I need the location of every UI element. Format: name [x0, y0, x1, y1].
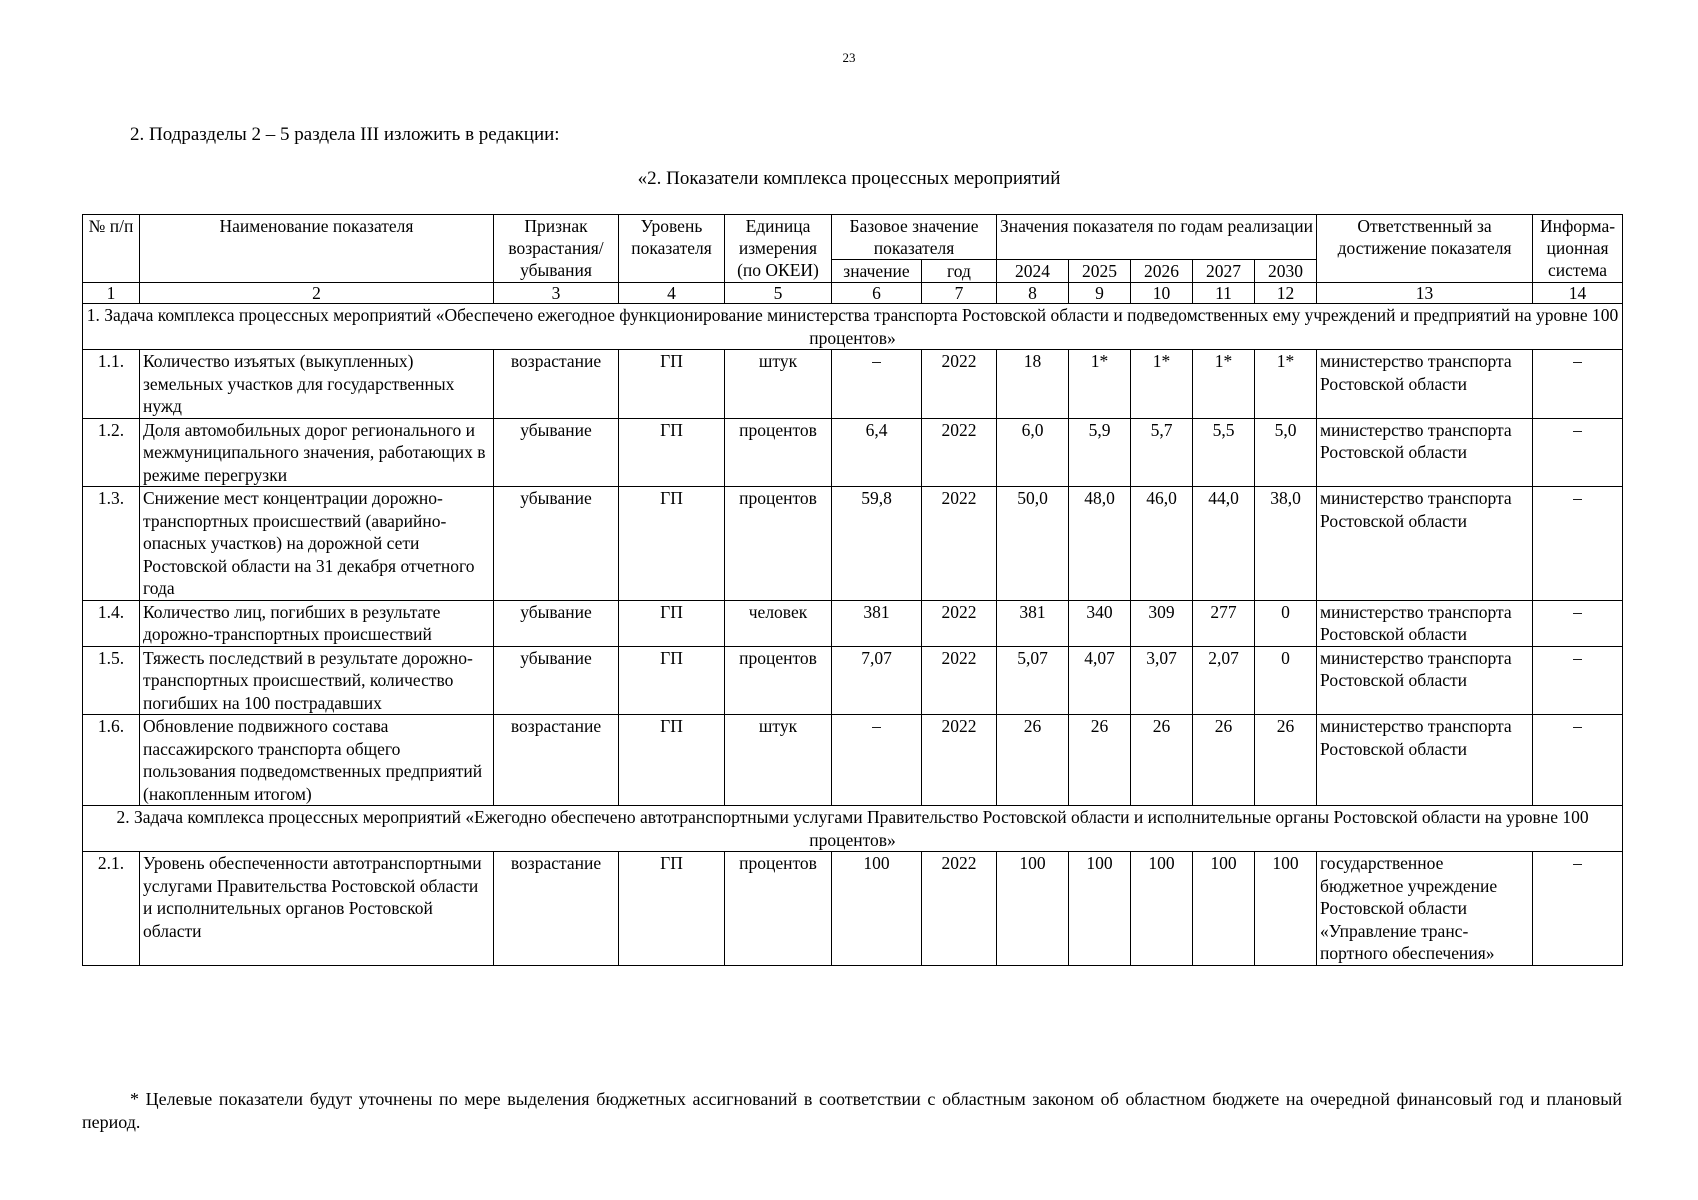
value-2030: 0 — [1255, 600, 1317, 646]
trend-sign: убывание — [494, 487, 619, 601]
base-year: 2022 — [922, 487, 997, 601]
column-number: 10 — [1131, 283, 1193, 304]
indicator-name: Доля автомобильных дорог регионального и межмуниципального значения, работающих в режиме перегрузки — [140, 418, 494, 487]
value-2030: 100 — [1255, 852, 1317, 966]
header-base-value: значение — [832, 260, 922, 283]
value-2026: 46,0 — [1131, 487, 1193, 601]
table-row — [83, 646, 1623, 715]
value-2024: 5,07 — [997, 646, 1069, 715]
base-value: 6,4 — [832, 418, 922, 487]
value-2027: 277 — [1193, 600, 1255, 646]
header-values: Значения показателя по годам реализации — [997, 215, 1317, 260]
header-name: Наименование показателя — [140, 215, 494, 283]
unit-of-measure: штук — [725, 715, 832, 806]
base-year: 2022 — [922, 852, 997, 966]
column-number: 1 — [83, 283, 140, 304]
header-year-2030: 2030 — [1255, 260, 1317, 283]
value-2024: 26 — [997, 715, 1069, 806]
base-value: 7,07 — [832, 646, 922, 715]
responsible-party: министерство транспорта Ростовской области — [1317, 600, 1533, 646]
indicator-name: Уровень обеспеченности автотранспортными услугами Правительства Ростовской области и исполнительных органов Ростовской области — [140, 852, 494, 966]
unit-of-measure: человек — [725, 600, 832, 646]
information-system: – — [1533, 600, 1623, 646]
value-2027: 44,0 — [1193, 487, 1255, 601]
task-row — [83, 806, 1623, 852]
value-2030: 26 — [1255, 715, 1317, 806]
column-number-row — [83, 283, 1623, 304]
responsible-party: министерство транспорта Ростовской области — [1317, 487, 1533, 601]
column-number: 3 — [494, 283, 619, 304]
row-number: 1.1. — [83, 350, 140, 419]
page-number: 23 — [842, 50, 856, 65]
value-2026: 26 — [1131, 715, 1193, 806]
row-number: 1.5. — [83, 646, 140, 715]
header-year-2025: 2025 — [1069, 260, 1131, 283]
value-2027: 26 — [1193, 715, 1255, 806]
row-number: 1.4. — [83, 600, 140, 646]
base-value: 100 — [832, 852, 922, 966]
table-row — [83, 715, 1623, 806]
indicator-level: ГП — [619, 487, 725, 601]
unit-of-measure: процентов — [725, 487, 832, 601]
responsible-party: министерство транспорта Ростовской области — [1317, 418, 1533, 487]
column-number: 12 — [1255, 283, 1317, 304]
row-number: 1.6. — [83, 715, 140, 806]
information-system: – — [1533, 487, 1623, 601]
unit-of-measure: процентов — [725, 852, 832, 966]
unit-of-measure: процентов — [725, 418, 832, 487]
indicator-name: Обновление подвижного состава пассажирского транспорта общего пользования подведомственных предприятий (накопленным итогом) — [140, 715, 494, 806]
header-year-2024: 2024 — [997, 260, 1069, 283]
value-2025: 1* — [1069, 350, 1131, 419]
row-number: 1.2. — [83, 418, 140, 487]
base-value: 381 — [832, 600, 922, 646]
value-2030: 38,0 — [1255, 487, 1317, 601]
responsible-party: министерство транспорта Ростовской области — [1317, 715, 1533, 806]
information-system: – — [1533, 646, 1623, 715]
responsible-party: министерство транспорта Ростовской области — [1317, 646, 1533, 715]
base-year: 2022 — [922, 350, 997, 419]
column-number: 4 — [619, 283, 725, 304]
base-value: – — [832, 715, 922, 806]
value-2025: 26 — [1069, 715, 1131, 806]
task-row — [83, 304, 1623, 350]
header-system: Информа-ционная система — [1533, 215, 1623, 283]
value-2027: 1* — [1193, 350, 1255, 419]
table-title: «2. Показатели комплекса процессных мероприятий — [637, 168, 1061, 189]
value-2030: 0 — [1255, 646, 1317, 715]
header-responsible: Ответственный за достижение показателя — [1317, 215, 1533, 283]
base-value: – — [832, 350, 922, 419]
information-system: – — [1533, 418, 1623, 487]
trend-sign: убывание — [494, 600, 619, 646]
base-year: 2022 — [922, 418, 997, 487]
indicator-level: ГП — [619, 600, 725, 646]
table-row — [83, 487, 1623, 601]
table-header — [83, 215, 1623, 283]
table-row — [83, 600, 1623, 646]
table-row — [83, 418, 1623, 487]
header-level: Уровень показателя — [619, 215, 725, 283]
column-number: 8 — [997, 283, 1069, 304]
value-2026: 3,07 — [1131, 646, 1193, 715]
indicator-level: ГП — [619, 715, 725, 806]
table-row — [83, 852, 1623, 966]
column-number: 14 — [1533, 283, 1623, 304]
value-2026: 309 — [1131, 600, 1193, 646]
indicator-level: ГП — [619, 646, 725, 715]
row-number: 1.3. — [83, 487, 140, 601]
table-row — [83, 350, 1623, 419]
unit-of-measure: процентов — [725, 646, 832, 715]
table-body — [83, 283, 1623, 966]
indicator-level: ГП — [619, 418, 725, 487]
column-number: 11 — [1193, 283, 1255, 304]
value-2024: 50,0 — [997, 487, 1069, 601]
column-number: 13 — [1317, 283, 1533, 304]
base-year: 2022 — [922, 646, 997, 715]
base-year: 2022 — [922, 600, 997, 646]
row-number: 2.1. — [83, 852, 140, 966]
header-num: № п/п — [83, 215, 140, 283]
value-2025: 100 — [1069, 852, 1131, 966]
responsible-party: министерство транспорта Ростовской области — [1317, 350, 1533, 419]
value-2025: 340 — [1069, 600, 1131, 646]
trend-sign: убывание — [494, 646, 619, 715]
indicator-name: Количество изъятых (выкупленных) земельных участков для государственных нужд — [140, 350, 494, 419]
intro-text: 2. Подразделы 2 – 5 раздела III изложить в редакции: — [130, 124, 560, 145]
header-year-2027: 2027 — [1193, 260, 1255, 283]
indicator-level: ГП — [619, 852, 725, 966]
value-2024: 381 — [997, 600, 1069, 646]
information-system: – — [1533, 350, 1623, 419]
value-2024: 6,0 — [997, 418, 1069, 487]
task-title: 2. Задача комплекса процессных мероприятий «Ежегодно обеспечено автотранспортными услугами Правительство Ростовской области и исполнительные органы Ростовской области на уровне 100 процентов» — [83, 806, 1623, 852]
value-2026: 1* — [1131, 350, 1193, 419]
indicators-table — [82, 214, 1623, 966]
base-year: 2022 — [922, 715, 997, 806]
column-number: 6 — [832, 283, 922, 304]
value-2024: 100 — [997, 852, 1069, 966]
value-2030: 5,0 — [1255, 418, 1317, 487]
trend-sign: возрастание — [494, 715, 619, 806]
indicator-name: Снижение мест концентрации дорожно-транспортных происшествий (аварийно-опасных участков) на дорожной сети Ростовской области на 31 декабря отчетного года — [140, 487, 494, 601]
value-2026: 100 — [1131, 852, 1193, 966]
indicator-name: Тяжесть последствий в результате дорожно-транспортных происшествий, количество погибших на 100 пострадавших — [140, 646, 494, 715]
header-base: Базовое значение показателя — [832, 215, 997, 260]
task-title: 1. Задача комплекса процессных мероприятий «Обеспечено ежегодное функционирование министерства транспорта Ростовской области и подведомственных ему учреждений и предприятий на уровне 100 процентов» — [83, 304, 1623, 350]
column-number: 5 — [725, 283, 832, 304]
value-2025: 4,07 — [1069, 646, 1131, 715]
value-2027: 2,07 — [1193, 646, 1255, 715]
responsible-party: государственное бюджетное учреждение Ростовской области «Управление транс-портного обеспечения» — [1317, 852, 1533, 966]
footnote: * Целевые показатели будут уточнены по мере выделения бюджетных ассигнований в соответствии с областным законом об областном бюджете на очередной финансовый год и плановый период. — [82, 1089, 1622, 1132]
value-2027: 100 — [1193, 852, 1255, 966]
trend-sign: убывание — [494, 418, 619, 487]
value-2025: 5,9 — [1069, 418, 1131, 487]
indicator-name: Количество лиц, погибших в результате дорожно-транспортных происшествий — [140, 600, 494, 646]
trend-sign: возрастание — [494, 852, 619, 966]
base-value: 59,8 — [832, 487, 922, 601]
header-sign: Признак возрастания/ убывания — [494, 215, 619, 283]
value-2025: 48,0 — [1069, 487, 1131, 601]
value-2030: 1* — [1255, 350, 1317, 419]
header-year-2026: 2026 — [1131, 260, 1193, 283]
information-system: – — [1533, 715, 1623, 806]
value-2027: 5,5 — [1193, 418, 1255, 487]
value-2026: 5,7 — [1131, 418, 1193, 487]
value-2024: 18 — [997, 350, 1069, 419]
header-unit: Единица измерения (по ОКЕИ) — [725, 215, 832, 283]
information-system: – — [1533, 852, 1623, 966]
trend-sign: возрастание — [494, 350, 619, 419]
column-number: 9 — [1069, 283, 1131, 304]
column-number: 2 — [140, 283, 494, 304]
unit-of-measure: штук — [725, 350, 832, 419]
column-number: 7 — [922, 283, 997, 304]
header-base-year: год — [922, 260, 997, 283]
indicator-level: ГП — [619, 350, 725, 419]
